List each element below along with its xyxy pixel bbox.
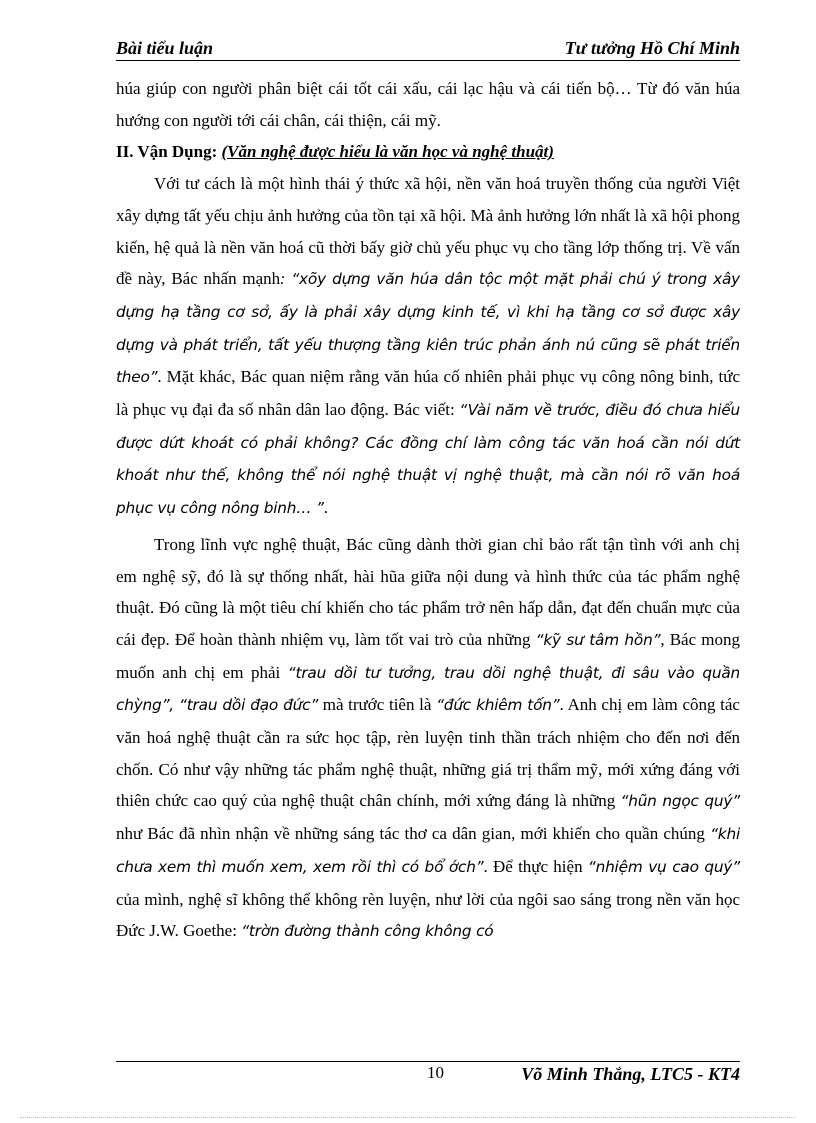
body-paragraph xyxy=(116,168,740,525)
text-run: Trong lĩnh vực nghệ thuật, Bác cũng dành thời gian chỉ bảo rất tận tình với anh chị em nghệ sỹ, đó là sự thống nhất, hài hũa giữa nội dung và hình thức của tác phẩm nghệ thuật. Đó cũng là một tiêu chí khiến cho tác phẩm trở nên hấp dẫn, đạt đến chuẩn mực của cái đẹp. Để hoàn thành nhiệm vụ, làm tốt vai trò của những xyxy=(116,534,740,649)
text-run: như Bác đã nhìn nhận về những sáng tác thơ ca dân gian, mới khiến cho quần chúng xyxy=(116,824,711,844)
section-heading xyxy=(116,136,740,168)
quotation: “kỹ sư tâm hồn” xyxy=(535,630,661,649)
header-right-title: Tư tưởng Hồ Chí Minh xyxy=(564,38,740,58)
quotation: “hũn ngọc quý” xyxy=(620,792,740,811)
text-run: . Để thực hiện xyxy=(483,856,588,876)
quotation: : “xõy dựng văn húa dân tộc một mặt phải chú ý trong xây dựng hạ tầng cơ sở, ấy là phải xây dựng kinh tế, vì khi hạ tầng cơ sở được xây dựng và phát triển, tất yếu thượng tầng kiên trúc phản ánh nú cũng sẽ phát triển theo” xyxy=(116,270,740,387)
page-number: 10 xyxy=(427,1063,444,1082)
text-run: , Bác mong muốn anh chị em phải xyxy=(116,629,740,682)
quotation: “trờn đường thành công không có xyxy=(241,922,494,941)
body-paragraph xyxy=(116,73,740,136)
text-run: . xyxy=(323,498,329,518)
text-run: II. Vận Dụng: xyxy=(116,142,222,162)
header-left-title: Bài tiểu luận xyxy=(116,38,214,58)
text-run: . Mặt khác, Bác quan niệm rằng văn húa cố nhiên phải phục vụ công nông binh, tức là phục vụ đại đa số nhân dân lao động. Bác viết: xyxy=(116,367,740,420)
text-run: của mình, nghệ sĩ không thể không rèn luyện, như lời của ngôi sao sáng trong nền văn học Đức J.W. Goethe: xyxy=(116,889,740,941)
page-bottom-edge xyxy=(20,1117,796,1118)
footer-rule xyxy=(116,1061,740,1062)
heading-subtitle: (Văn nghệ được hiểu là văn học và nghệ thuật) xyxy=(221,142,554,162)
text-run: mà trước tiên là xyxy=(318,695,437,715)
page-header xyxy=(116,36,740,61)
footer-author: Võ Minh Thắng, LTC5 - KT4 xyxy=(521,1064,740,1084)
text-run: . Anh chị em làm công tác văn hoá nghệ thuật cần ra sức học tập, rèn luyện tinh thần trách nhiệm cho đến nơi đến chốn. Có như vậy những tác phẩm nghệ thuật, những giá trị thẩm mỹ, mới xứng đáng với thiên chức cao quý của nghệ thuật chân chính, mới xứng đáng là những xyxy=(116,695,740,811)
quotation: “nhiệm vụ cao quý” xyxy=(587,857,741,876)
quotation: “khi chưa xem thì muốn xem, xem rồi thì có bổ ớch” xyxy=(116,825,740,876)
text-run: Với tư cách là một hình thái ý thức xã hội, nền văn hoá truyền thống của người Việt xây dựng tất yếu chịu ảnh hưởng của tồn tại xã hội. Mà ảnh hưởng lớn nhất là xã hội phong kiến, hệ quả là nền văn hoá cũ thời bấy giờ chủ yếu phục vụ cho tầng lớp thống trị. Về vấn đề này, Bác nhấn mạnh xyxy=(116,174,740,289)
quotation: “trau dồi tư tưởng, trau dồi nghệ thuật, đi sâu vào quần chỳng”, “trau dồi đạo đức” xyxy=(116,663,740,715)
quotation: “Vài năm về trước, điều đó chưa hiểu được dứt khoát có phải không? Các đồng chí làm công tác văn hoá cần nói dứt khoát như thế, không thể nói nghệ thuật vị nghệ thuật, mà cần nói rõ văn hoá phục vụ công nông binh… ” xyxy=(116,401,741,518)
text-run: húa giúp con người phân biệt cái tốt cái xấu, cái lạc hậu và cái tiến bộ… Từ đó văn húa hướng con người tới cái chân, cái thiện, cái mỹ. xyxy=(116,79,740,130)
document-body xyxy=(116,73,740,948)
body-paragraph xyxy=(116,529,740,948)
quotation: “đức khiêm tốn” xyxy=(436,696,560,715)
